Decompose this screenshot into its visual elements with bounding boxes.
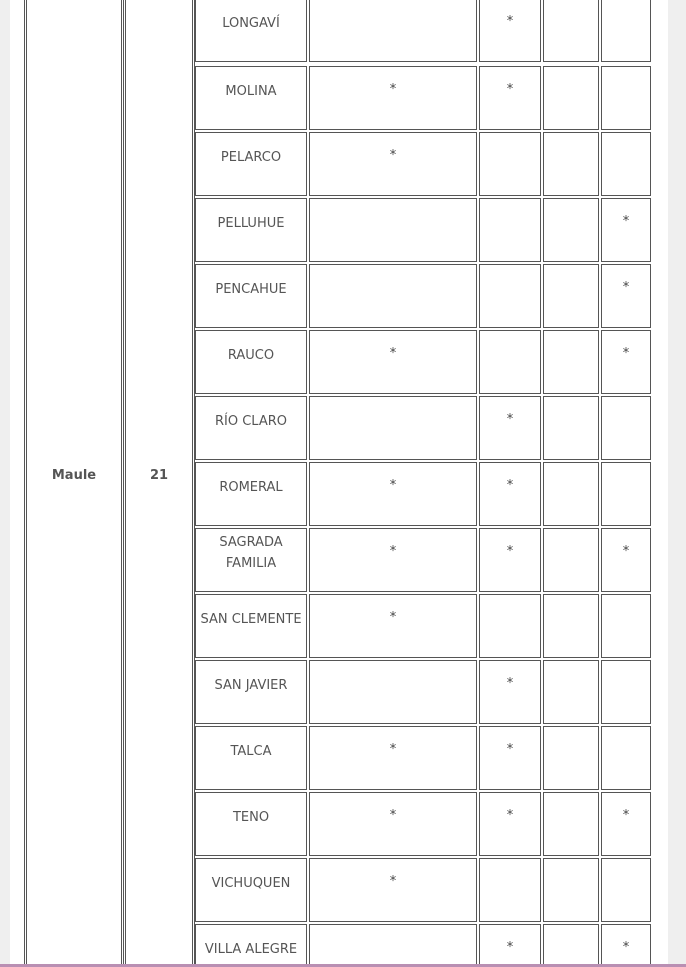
mark-cell <box>479 132 541 196</box>
mark-cell <box>479 66 541 130</box>
comuna-cell <box>195 792 307 856</box>
mark-cell <box>309 924 477 965</box>
mark-cell <box>543 462 599 526</box>
mark-cell <box>601 330 651 394</box>
mark-cell <box>543 132 599 196</box>
mark-cell <box>543 858 599 922</box>
region-name: Maule <box>51 467 97 483</box>
mark-cell <box>601 198 651 262</box>
mark-cell <box>601 462 651 526</box>
mark-cell <box>543 198 599 262</box>
mark-cell <box>479 462 541 526</box>
comuna-cell <box>195 66 307 130</box>
comuna-name: TENO <box>232 809 270 825</box>
mark-cell <box>543 0 599 62</box>
comuna-name: RÍO CLARO <box>214 413 287 429</box>
mark: * <box>389 82 397 97</box>
comuna-name: PELLUHUE <box>217 215 285 231</box>
mark-cell <box>479 396 541 460</box>
mark: * <box>506 676 514 691</box>
comuna-cell <box>195 264 307 328</box>
mark: * <box>506 14 514 29</box>
mark: * <box>622 214 630 229</box>
mark-cell <box>601 594 651 658</box>
mark-cell <box>309 264 477 328</box>
mark: * <box>622 808 630 823</box>
mark-cell <box>601 660 651 724</box>
mark: * <box>506 544 514 559</box>
mark-cell <box>309 0 477 62</box>
comuna-name: TALCA <box>230 743 272 759</box>
mark-cell <box>309 528 477 592</box>
mark: * <box>622 940 630 955</box>
mark-cell <box>601 726 651 790</box>
mark-cell <box>601 924 651 965</box>
mark-cell <box>543 528 599 592</box>
mark: * <box>622 346 630 361</box>
mark-cell <box>479 792 541 856</box>
mark: * <box>389 610 397 625</box>
mark-cell <box>479 726 541 790</box>
mark-cell <box>309 132 477 196</box>
mark-cell <box>309 726 477 790</box>
mark-cell <box>601 0 651 62</box>
mark-cell <box>601 264 651 328</box>
mark-cell <box>479 858 541 922</box>
mark-cell <box>309 858 477 922</box>
mark-cell <box>479 264 541 328</box>
mark: * <box>622 544 630 559</box>
comuna-cell <box>195 924 307 965</box>
comuna-cell <box>195 330 307 394</box>
comuna-count: 21 <box>149 467 169 483</box>
mark-cell <box>543 924 599 965</box>
comuna-name: ROMERAL <box>219 479 283 495</box>
mark: * <box>389 808 397 823</box>
mark-cell <box>543 66 599 130</box>
mark-cell <box>479 924 541 965</box>
mark-cell <box>309 330 477 394</box>
mark-cell <box>601 132 651 196</box>
mark-cell <box>543 660 599 724</box>
mark-cell <box>479 330 541 394</box>
mark-cell <box>543 330 599 394</box>
mark-cell <box>601 858 651 922</box>
mark-cell <box>309 594 477 658</box>
mark-cell <box>543 396 599 460</box>
comuna-name: LONGAVÍ <box>222 15 280 31</box>
mark-cell <box>543 264 599 328</box>
mark-cell <box>309 198 477 262</box>
mark-cell <box>543 594 599 658</box>
comuna-name: PENCAHUE <box>215 281 287 297</box>
mark-cell <box>309 396 477 460</box>
comuna-cell <box>195 528 307 592</box>
mark: * <box>389 346 397 361</box>
mark-cell <box>309 462 477 526</box>
mark-cell <box>479 660 541 724</box>
comuna-name: MOLINA <box>225 83 277 99</box>
mark: * <box>389 874 397 889</box>
comuna-cell <box>195 858 307 922</box>
mark-cell <box>601 528 651 592</box>
comuna-cell <box>195 198 307 262</box>
mark-cell <box>309 660 477 724</box>
mark: * <box>506 742 514 757</box>
mark: * <box>389 148 397 163</box>
mark-cell <box>601 792 651 856</box>
comuna-name: SAGRADA FAMILIA <box>219 535 283 571</box>
mark-cell <box>479 528 541 592</box>
mark-cell <box>309 66 477 130</box>
mark: * <box>506 478 514 493</box>
comuna-name: RAUCO <box>227 347 275 363</box>
mark: * <box>389 742 397 757</box>
mark: * <box>622 280 630 295</box>
mark-cell <box>479 594 541 658</box>
comuna-name: VILLA ALEGRE <box>204 941 298 957</box>
mark: * <box>506 940 514 955</box>
mark-cell <box>543 726 599 790</box>
comuna-name: SAN JAVIER <box>214 677 288 693</box>
comuna-cell <box>195 132 307 196</box>
comuna-cell <box>195 594 307 658</box>
comuna-name: SAN CLEMENTE <box>200 611 302 627</box>
mark-cell <box>543 792 599 856</box>
comuna-cell <box>195 726 307 790</box>
comuna-cell <box>195 660 307 724</box>
mark-cell <box>601 66 651 130</box>
mark-cell <box>479 198 541 262</box>
mark-cell <box>479 0 541 62</box>
mark: * <box>506 808 514 823</box>
mark-cell <box>309 792 477 856</box>
count-cell <box>123 0 195 965</box>
mark: * <box>506 82 514 97</box>
comuna-cell <box>195 462 307 526</box>
mark: * <box>389 478 397 493</box>
comuna-name: PELARCO <box>220 149 282 165</box>
mark: * <box>389 544 397 559</box>
comuna-cell <box>195 0 307 62</box>
region-cell <box>24 0 124 965</box>
comuna-name: VICHUQUEN <box>211 875 291 891</box>
document-page <box>10 0 668 965</box>
mark: * <box>506 412 514 427</box>
mark-cell <box>601 396 651 460</box>
comuna-cell <box>195 396 307 460</box>
